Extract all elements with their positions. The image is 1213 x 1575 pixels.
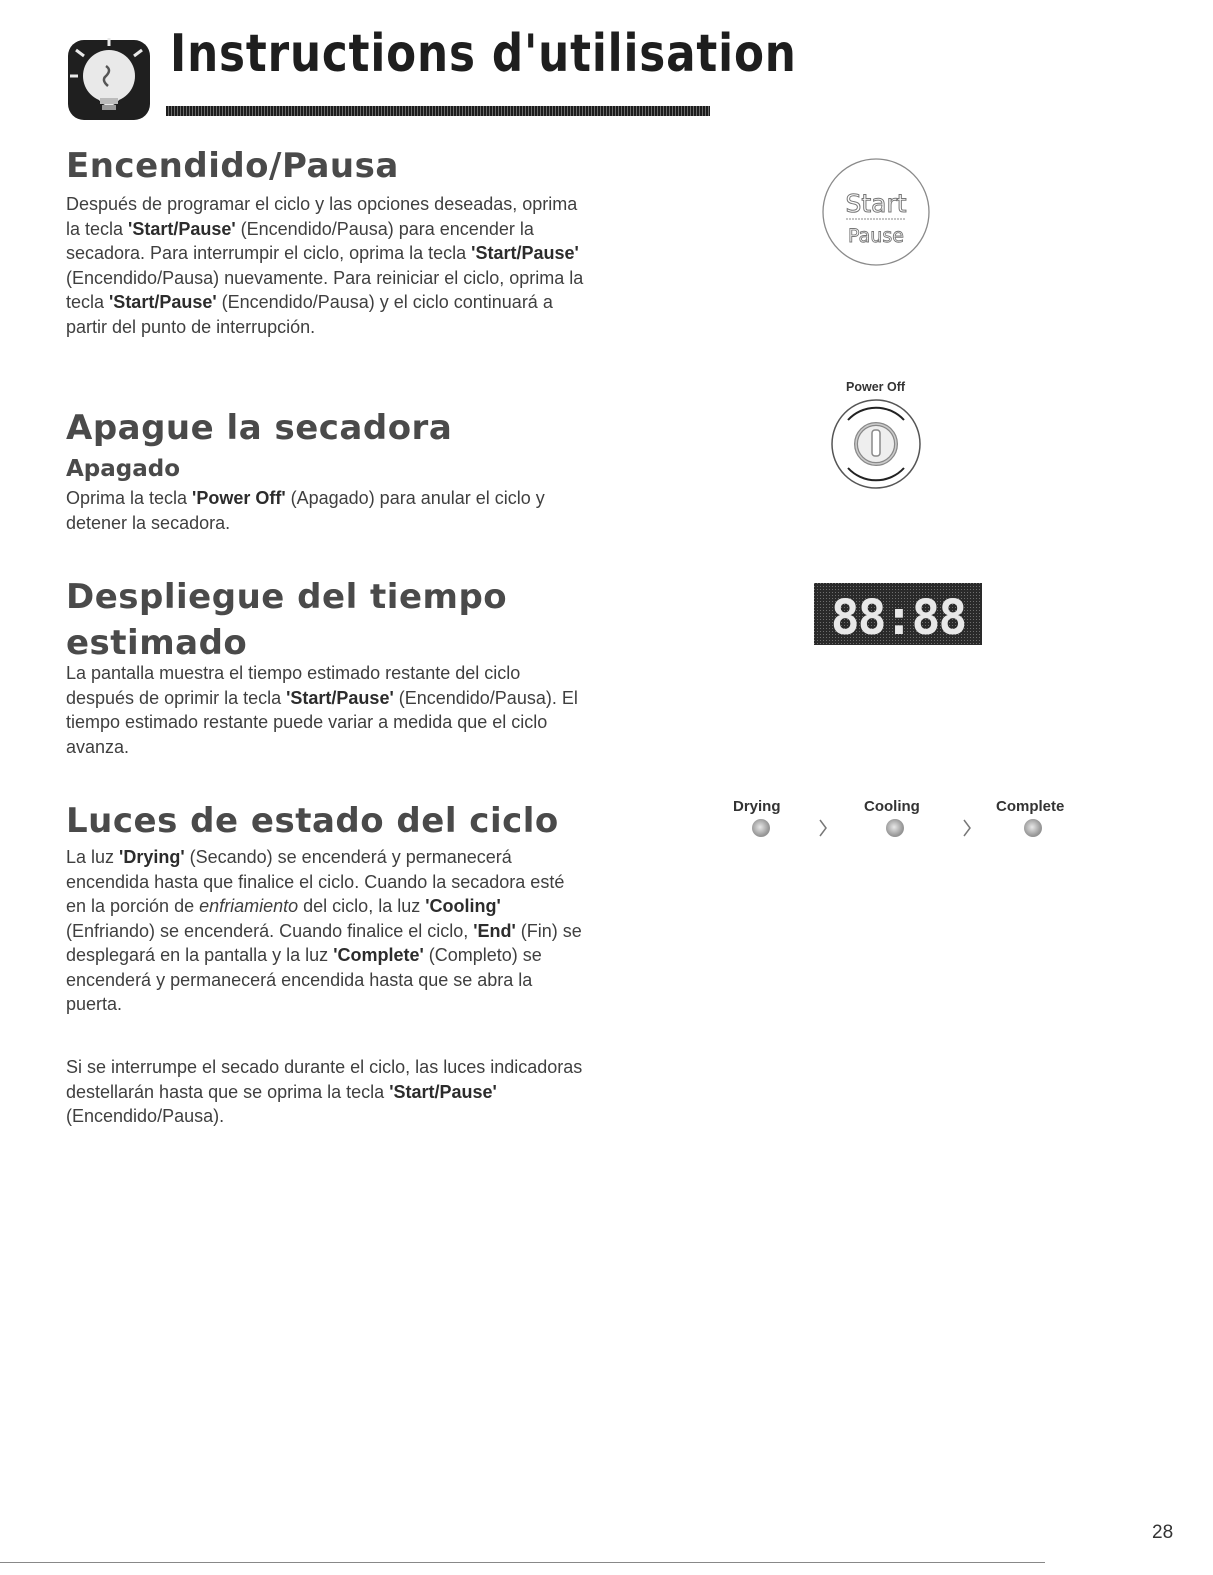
heading-status-lights: Luces de estado del ciclo [66, 801, 559, 841]
page-number: 28 [1152, 1522, 1174, 1543]
page-header-title: Instructions d'utilisation [170, 24, 797, 84]
drying-light [752, 819, 770, 837]
paragraph-time-display: La pantalla muestra el tiempo estimado restante del ciclo después de oprimir la tecla 'Start/Pause' (Encendido/Pausa). El tiempo estimado restante puede variar a medida que el ciclo avanza. [66, 663, 578, 757]
heading-time-display: Despliegue del tiempo estimado [66, 577, 508, 663]
start-pause-button[interactable] [820, 156, 932, 268]
time-display [814, 583, 982, 645]
footer-rule [0, 1562, 1045, 1563]
start-label: Start [845, 189, 907, 218]
power-icon [856, 424, 896, 464]
paragraph-status-interrupt: Si se interrumpe el secado durante el ciclo, las luces indicadoras destellarán hasta que se oprima la tecla 'Start/Pause' (Encendido/Pausa). [66, 1057, 583, 1126]
paragraph-start-pause: Después de programar el ciclo y las opciones deseadas, oprima la tecla 'Start/Pause' (Encendido/Pausa) para encender la secadora. Para interrumpir el ciclo, oprima la tecla 'Start/Pause' (Encendido/Pausa) nuevamente. Para reiniciar el ciclo, oprima la tecla 'Start/Pause' (Encendido/Pausa) y el ciclo continuará a partir del punto de interrupción. [66, 194, 584, 337]
subheading-power-off: Apagado [66, 456, 181, 482]
heading-power-off: Apague la secadora [66, 408, 453, 448]
arrow-right-icon [818, 818, 828, 838]
time-digits: 88:88 [830, 590, 966, 645]
header-rule [166, 106, 710, 116]
arrow-right-icon [962, 818, 972, 838]
power-off-label: Power Off [846, 380, 906, 394]
pause-label: Pause [848, 225, 904, 247]
power-off-button[interactable] [828, 396, 924, 492]
status-label-complete: Complete [996, 798, 1065, 815]
paragraph-power-off: Oprima la tecla 'Power Off' (Apagado) para anular el ciclo y detener la secadora. [66, 488, 545, 533]
paragraph-status-lights: La luz 'Drying' (Secando) se encenderá y permanecerá encendida hasta que finalice el ciclo. Cuando la secadora esté en la porción de enfriamiento del ciclo, la luz 'Cooling' (Enfriando) se encenderá. Cuando finalice el ciclo, 'End' (Fin) se desplegará en la pantalla y la luz 'Complete' (Completo) se encenderá y permanecerá encendida hasta que se abra la puerta. [66, 847, 582, 1014]
status-label-cooling: Cooling [864, 798, 920, 815]
cooling-light [886, 819, 904, 837]
complete-light [1024, 819, 1042, 837]
lightbulb-icon [66, 36, 152, 122]
heading-start-pause: Encendido/Pausa [66, 146, 399, 186]
status-label-drying: Drying [733, 798, 781, 815]
